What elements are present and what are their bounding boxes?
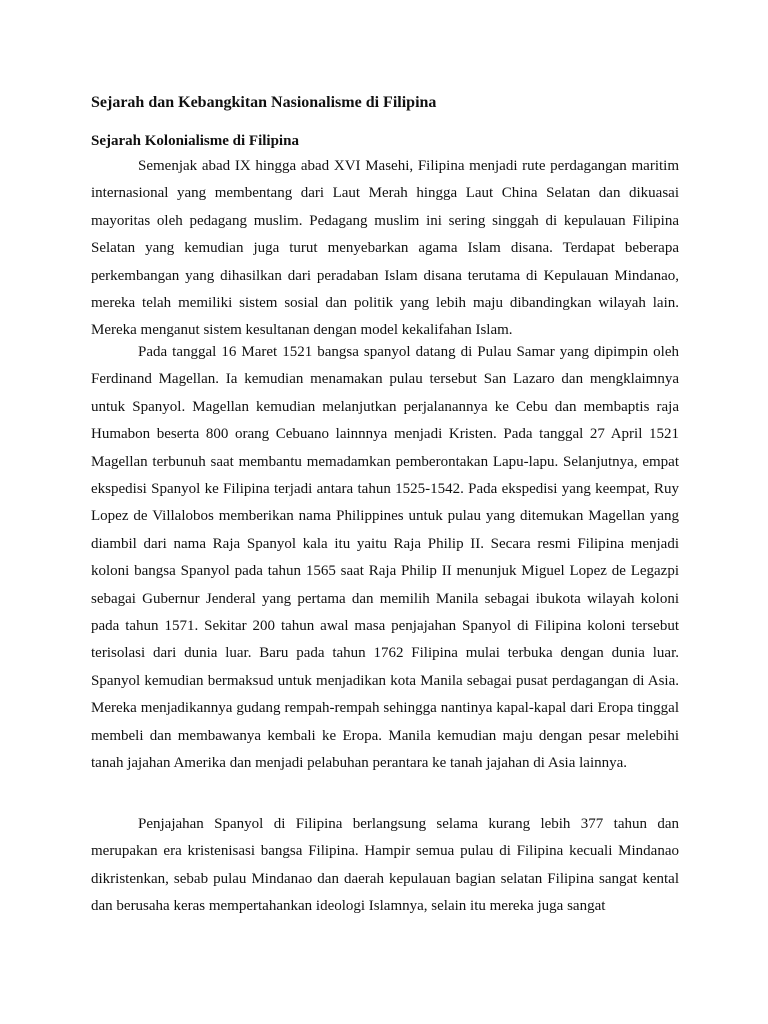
paragraph-2: Pada tanggal 16 Maret 1521 bangsa spanyol datang di Pulau Samar yang dipimpin oleh Ferdinand Magellan. Ia kemudian menamakan pulau tersebut San Lazaro dan mengklaimnya untuk Spanyol. Magellan kemudian melanjutkan perjalanannya ke Cebu dan membaptis raja Humabon beserta 800 orang Cebuano lainnnya menjadi Kristen. Pada tanggal 27 April 1521 Magellan terbunuh saat membantu memadamkan pemberontakan Lapu-lapu. Selanjutnya, empat ekspedisi Spanyol ke Filipina terjadi antara tahun 1525-1542. Pada ekspedisi yang keempat, Ruy Lopez de Villalobos memberikan nama Philippines untuk pulau yang ditemukan Magellan yang diambil dari nama Raja Spanyol kala itu yaitu Raja Philip II. Secara resmi Filipina menjadi koloni bangsa Spanyol pada tahun 1565 saat Raja Philip II menunjuk Miguel Lopez de Legazpi sebagai Gubernur Jenderal yang pertama dan memilih Manila sebagai ibukota wilayah koloni pada tahun 1571. Sekitar 200 tahun awal masa penjajahan Spanyol di Filipina koloni tersebut terisolasi dari dunia luar. Baru pada tahun 1762 Filipina mulai terbuka dengan dunia luar. Spanyol kemudian bermaksud untuk menjadikan kota Manila sebagai pusat perdagangan di Asia. Mereka menjadikannya gudang rempah-rempah sehingga nantinya kapal-kapal dari Eropa tinggal membeli dan membawanya kembali ke Eropa. Manila kemudian maju dengan pesar melebihi tanah jajahan Amerika dan menjadi pelabuhan perantara ke tanah jajahan di Asia lainnya. [91,344,679,772]
section-heading: Sejarah Kolonialisme di Filipina [91,133,299,149]
paragraph-3: Penjajahan Spanyol di Filipina berlangsung selama kurang lebih 377 tahun dan merupakan era kristenisasi bangsa Filipina. Hampir semua pulau di Filipina kecuali Mindanao dikristenkan, sebab pulau Mindanao dan daerah kepulauan bagian selatan Filipina sangat kental dan berusaha keras mempertahankan ideologi Islamnya, selain itu mereka juga sangat [91,816,679,915]
document-title: Sejarah dan Kebangkitan Nasionalisme di Filipina [91,94,437,111]
paragraph-1: Semenjak abad IX hingga abad XVI Masehi, Filipina menjadi rute perdagangan maritim internasional yang membentang dari Laut Merah hingga Laut China Selatan dan dikuasai mayoritas oleh pedagang muslim. Pedagang muslim ini sering singgah di kepulauan Filipina Selatan yang kemudian juga turut menyebarkan agama Islam disana. Terdapat beberapa perkembangan yang dihasilkan dari peradaban Islam disana terutama di Kepulauan Mindanao, mereka telah memiliki sistem sosial dan politik yang lebih maju dibandingkan wilayah lain. Mereka menganut sistem kesultanan dengan model kekalifahan Islam. [91,158,679,339]
document-page [91,0,679,1024]
